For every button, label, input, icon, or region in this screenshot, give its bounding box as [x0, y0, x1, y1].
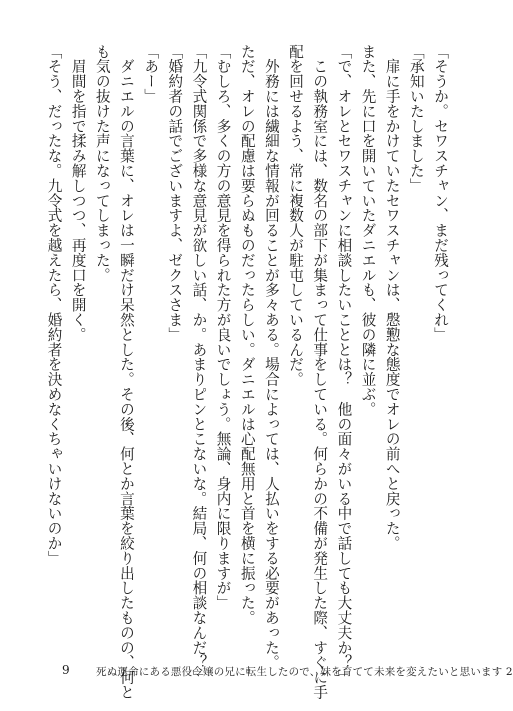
- text-line: 「そうか。セワスチャン、まだ残ってくれ」: [432, 44, 449, 342]
- text-line: 「で、オレとセワスチャンに相談したいこととは？ 他の面々がいる中で話しても大丈夫か？」: [335, 44, 353, 685]
- text-line: この執務室には、数名の部下が集まって仕事をしている。何らかの不備が発生した際、すぐに手: [311, 44, 329, 700]
- text-line: 「承知いたしました」: [407, 44, 425, 193]
- text-line: 「婚約者の話でございますよ、ゼクスさま」: [166, 44, 184, 342]
- text-line: 「九令式関係で多様な意見が欲しい話、か。あまりピンとこないな。結局、何の相談なんだ？」: [190, 44, 208, 685]
- text-line: 扉に手をかけていたセワスチャンは、慇懃な態度でオレの前へと戻った。: [383, 44, 401, 551]
- page-number: 9: [62, 663, 70, 677]
- text-line: 外務には繊細な情報が回ることが多々ある。場合によっては、人払いをする必要があった。: [262, 44, 280, 670]
- running-title: 死ぬ運命にある悪役令嬢の兄に転生したので、妹を育てて未来を変えたいと思います 2: [96, 666, 513, 678]
- page-footer: [0, 663, 513, 683]
- text-line: ただ、オレの配慮は要らぬものだったらしい。ダニエルは心配無用と首を横に振った。: [238, 44, 256, 626]
- text-line: も気の抜けた声になってしまった。: [93, 44, 111, 283]
- text-line: また、先に口を開いていたダニエルも、彼の隣に並ぶ。: [359, 44, 377, 417]
- text-line: 「むしろ、多くの方の意見を得られた方が良いでしょう。無論、身内に限りますが」: [214, 44, 232, 611]
- text-line: ダニエルの言葉に、オレは一瞬だけ呆然とした。その後、何とか言葉を絞り出したものの、何と: [117, 44, 135, 700]
- text-line: 眉間を指で揉み解しつつ、再度口を開く。: [69, 44, 87, 342]
- text-line: 配を回せるよう、常に複数人が駐屯しているんだ。: [287, 44, 305, 387]
- text-line: 「あー」: [142, 44, 160, 104]
- text-line: 「そう、だったな。九令式を越えたら、婚約者を決めなくちゃいけないのか」: [45, 44, 63, 566]
